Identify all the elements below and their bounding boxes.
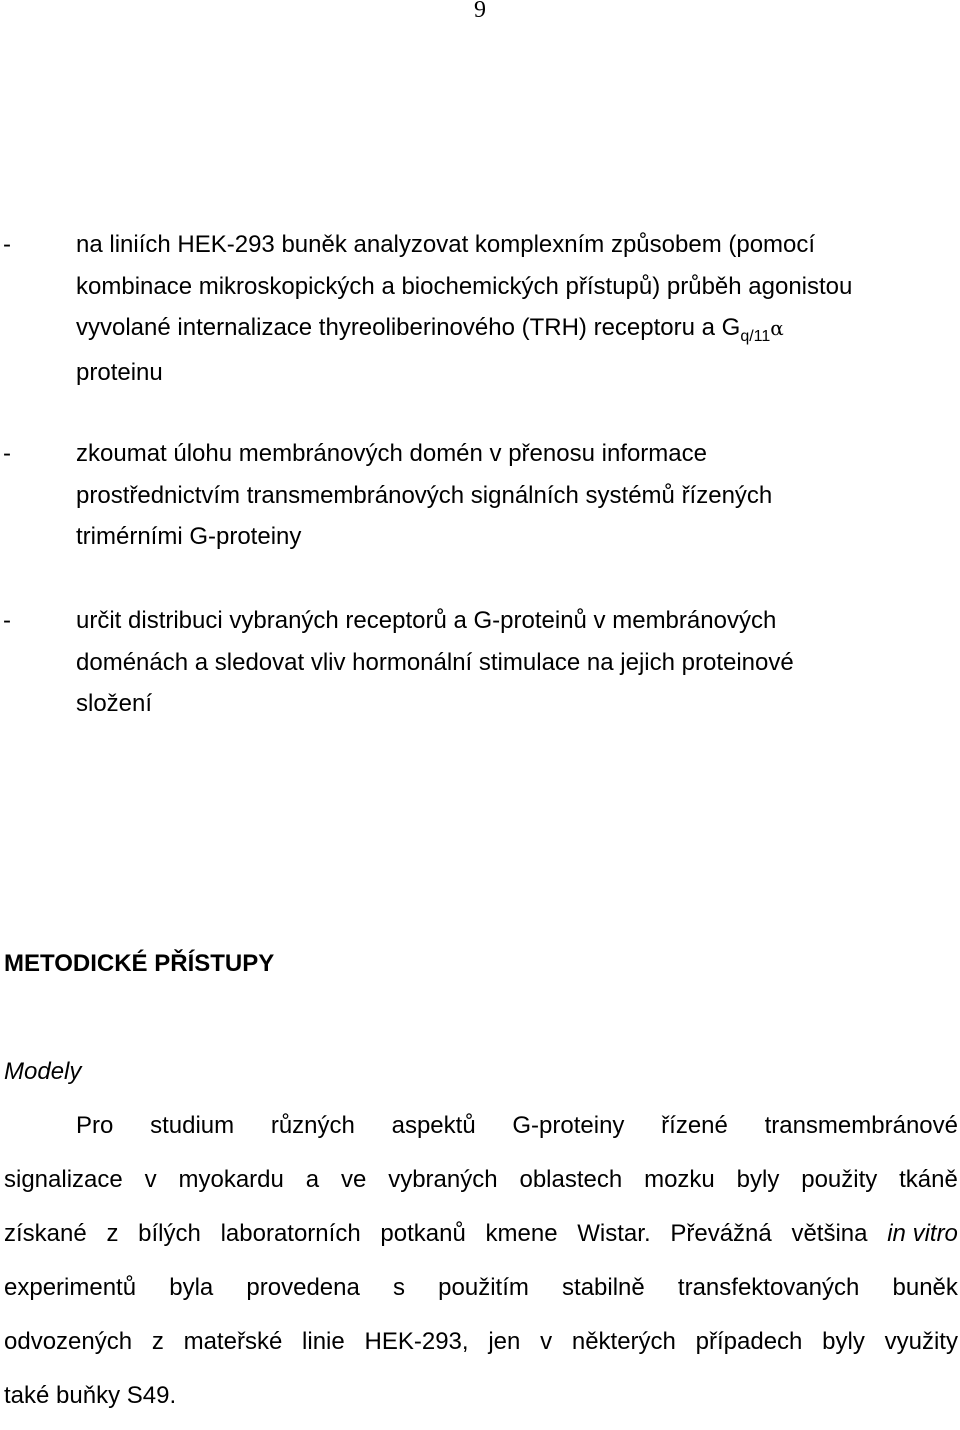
word: G-proteiny [512,1112,625,1139]
word: myokardu [178,1166,284,1193]
word: v [540,1328,553,1355]
bullet-line: proteinu [76,358,163,386]
bullet-line: prostřednictvím transmembránových signálních systémů řízených [76,481,773,509]
italic-term: in vitro [887,1220,958,1247]
bullet-line [76,307,956,352]
bullet-line: složení [76,690,153,717]
bullet-line: určit distribuci vybraných receptorů a G-proteinů v membránových [76,607,777,634]
paragraph-line-4 [4,1268,958,1322]
word: odvozených [4,1328,133,1355]
word: transfektovaných [677,1274,860,1301]
word: laboratorních [220,1220,361,1247]
word: s [393,1274,406,1301]
word: v [144,1166,157,1193]
word: a [305,1166,320,1193]
word: jen [488,1328,521,1355]
word: oblastech [519,1166,623,1193]
word: bílých [138,1220,201,1247]
word: provedena [246,1274,360,1301]
bullet-text [76,224,956,393]
word: využity [884,1328,958,1355]
word: stabilně [562,1274,645,1301]
body-paragraph [4,1106,958,1430]
word: z [106,1220,119,1247]
bullet-line: zkoumat úlohu membránových domén v přenosu informace [76,440,707,467]
word: Wistar. [577,1220,651,1247]
word: získané [4,1220,87,1247]
bullet-line-text: vyvolané internalizace thyreoliberinového (TRH) receptoru a G [76,314,741,341]
word: byly [736,1166,780,1193]
word: potkanů [380,1220,466,1247]
paragraph-line-1 [4,1106,958,1160]
page-number: 9 [474,0,486,23]
word: Pro [76,1112,114,1139]
word: vybraných [388,1166,498,1193]
word: použitím [438,1274,529,1301]
word: Převážná [670,1220,772,1247]
word: ve [340,1166,367,1193]
bullet-item-3 [0,600,960,725]
word: většina [791,1220,868,1247]
subscript-q11: q/11 [740,328,771,345]
bullet-line: trimérními G-proteiny [76,523,302,550]
alpha-symbol: α [770,316,784,340]
word: mateřské [183,1328,283,1355]
bullet-text [76,600,956,725]
word: případech [695,1328,803,1355]
word: mozku [644,1166,715,1193]
word: transmembránové [764,1112,958,1139]
bullet-item-2 [0,433,960,558]
word: kmene [485,1220,558,1247]
section-heading: METODICKÉ PŘÍSTUPY [4,950,275,977]
paragraph-line-3 [4,1214,958,1268]
word: HEK-293, [364,1328,469,1355]
word: signalizace [4,1166,123,1193]
paragraph-line-6: také buňky S49. [4,1382,177,1409]
word: buněk [892,1274,958,1301]
word: byly [822,1328,865,1355]
bullet-dash: - [3,440,11,467]
paragraph-line-5 [4,1322,958,1376]
word: tkáně [899,1166,958,1193]
bullet-line: na liniích HEK-293 buněk analyzovat komplexním způsobem (pomocí [76,231,816,258]
bullet-line: kombinace mikroskopických a biochemických přístupů) průběh agonistou [76,272,853,300]
bullet-dash: - [3,231,11,258]
word: byla [169,1274,214,1301]
word: řízené [661,1112,728,1139]
bullet-item-1 [0,224,960,393]
word: různých [270,1112,355,1139]
word: experimentů [4,1274,137,1301]
bullet-dash: - [3,607,11,634]
word: studium [150,1112,235,1139]
word: z [151,1328,164,1355]
word: linie [302,1328,345,1355]
word: aspektů [391,1112,476,1139]
bullet-text [76,433,956,558]
paragraph-line-2 [4,1160,958,1214]
word: použity [801,1166,878,1193]
bullet-line: doménách a sledovat vliv hormonální stimulace na jejich proteinové [76,648,794,676]
subheading-models: Modely [4,1058,82,1085]
word: některých [571,1328,676,1355]
